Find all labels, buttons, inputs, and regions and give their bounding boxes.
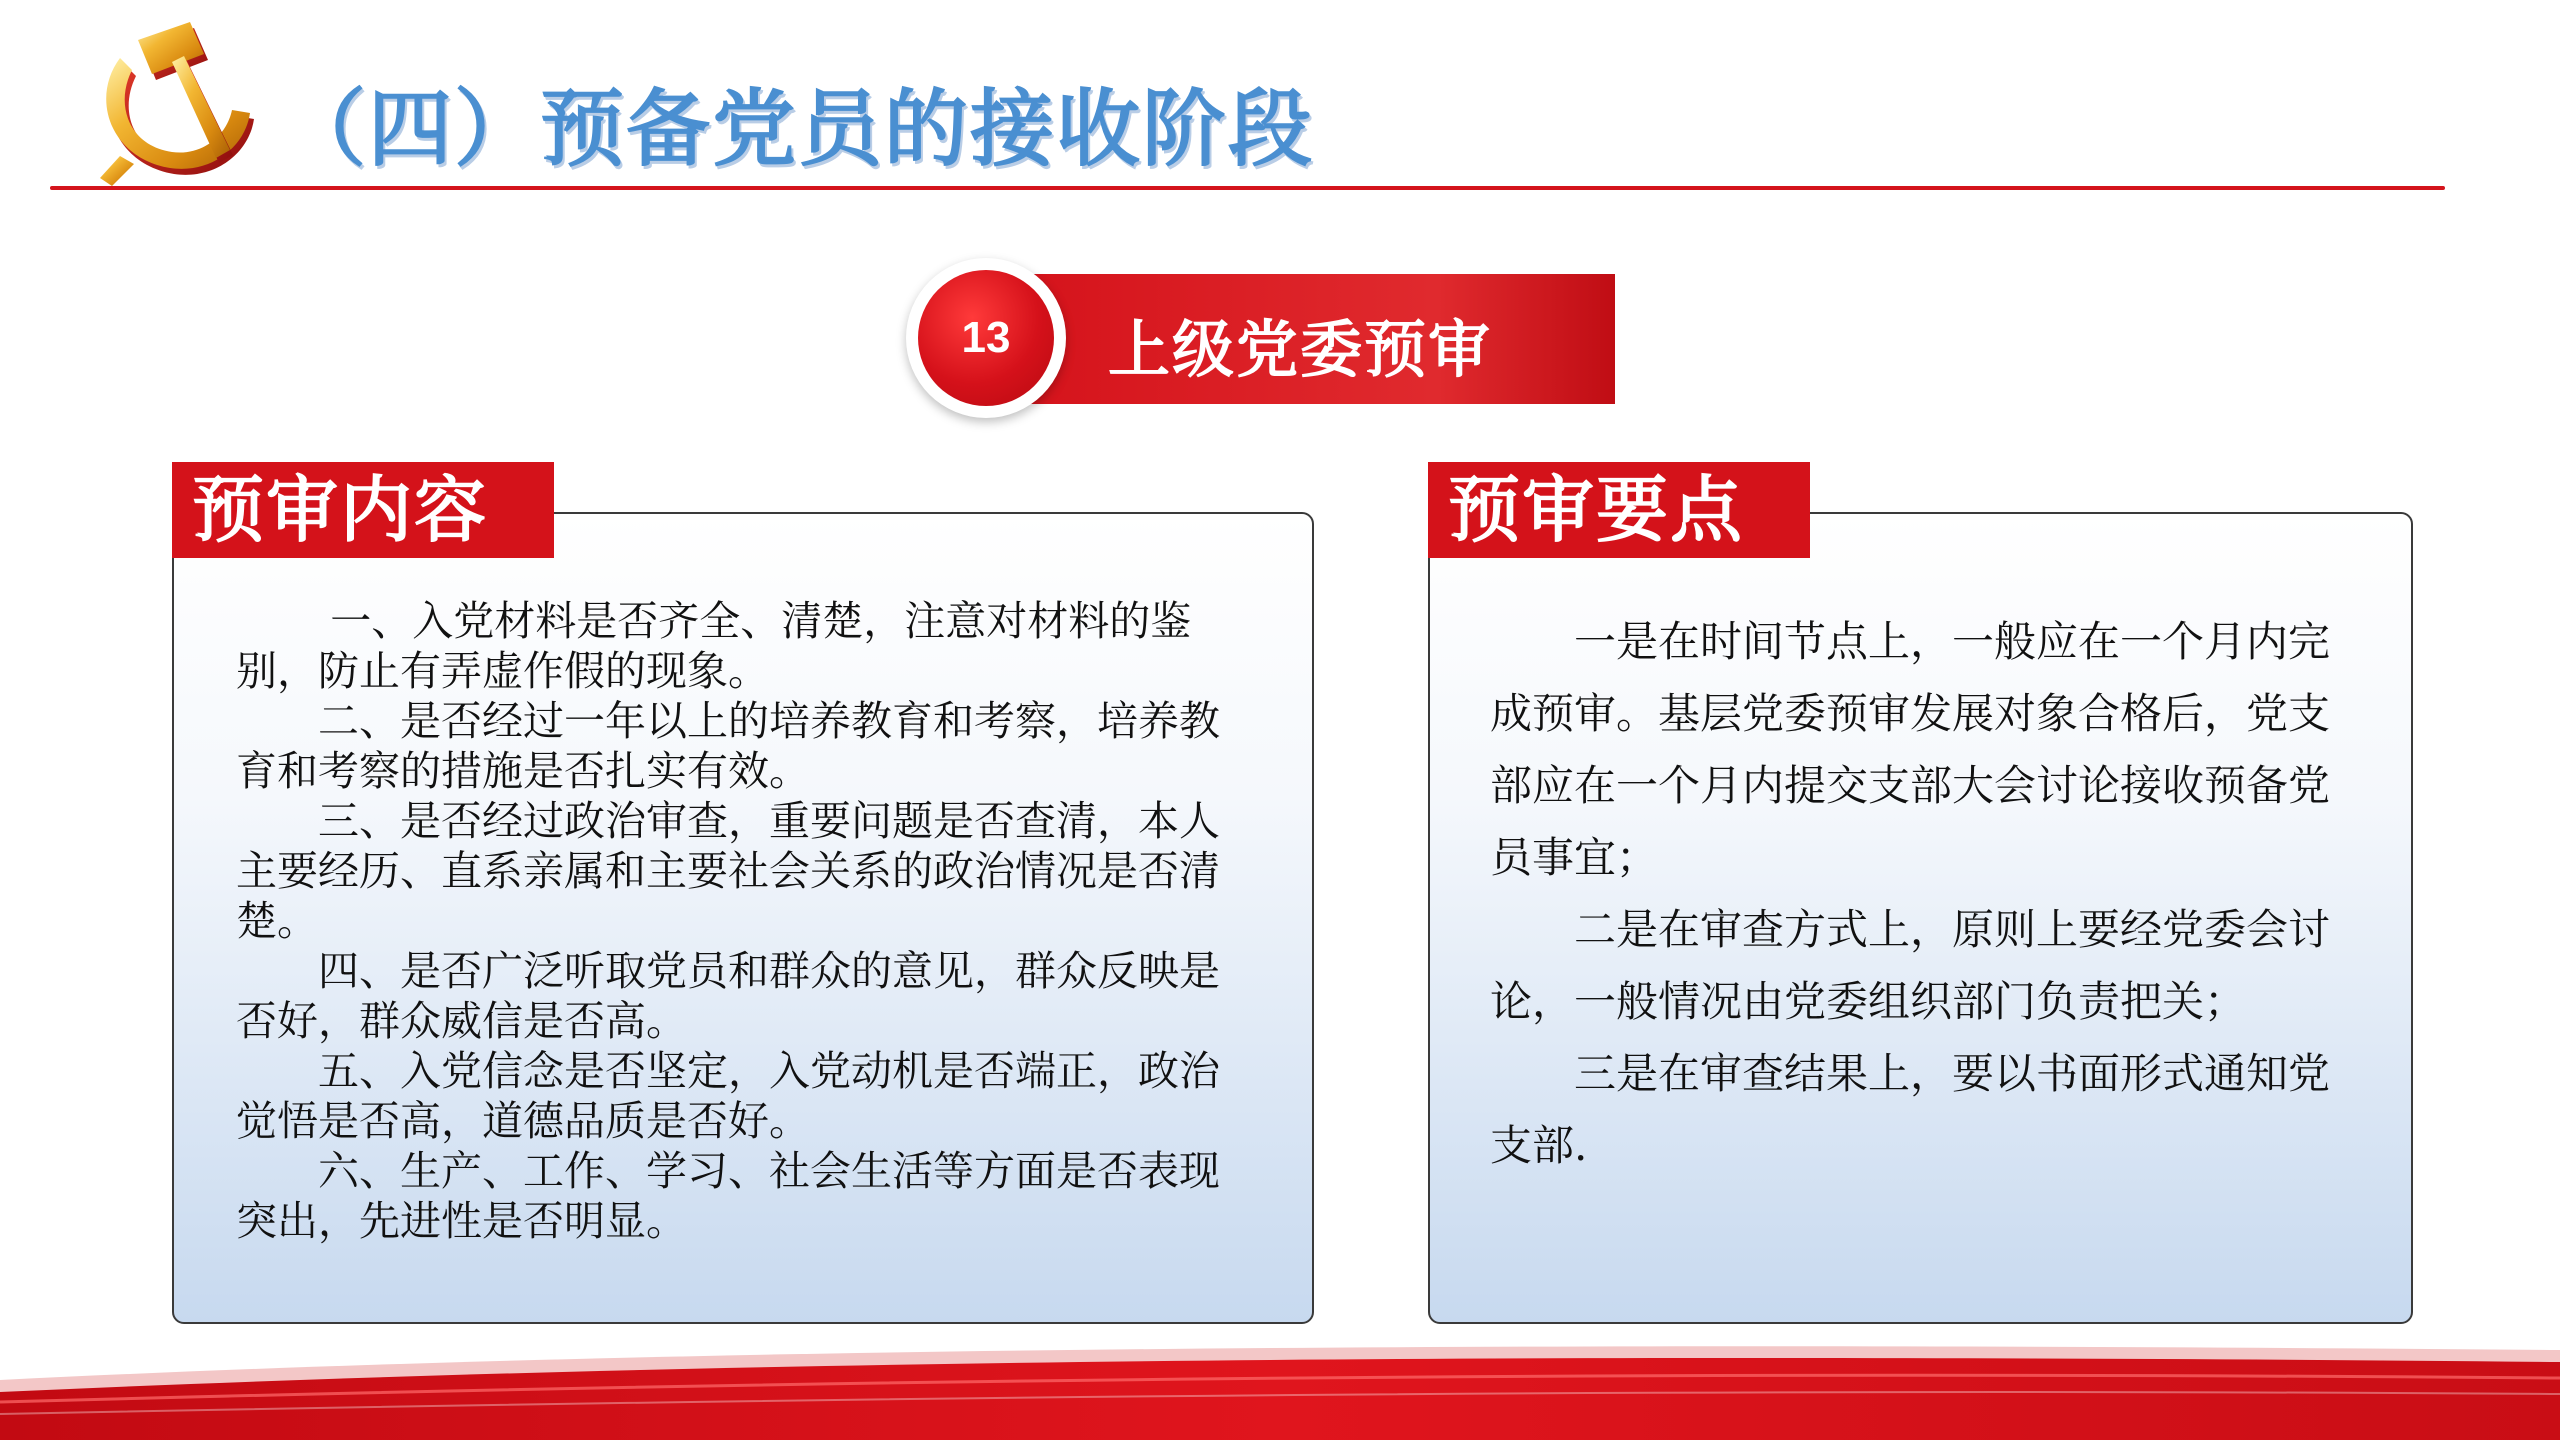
review-content-item: 六、生产、工作、学习、社会生活等方面是否表现突出，先进性是否明显。 bbox=[236, 1147, 1220, 1245]
review-content-item: 三、是否经过政治审查，重要问题是否查清，本人主要经历、直系亲属和主要社会关系的政治情况是否清楚。 bbox=[236, 797, 1220, 945]
footer-wave-decoration bbox=[0, 1340, 2560, 1440]
review-point-item: 二是在审查方式上，原则上要经党委会讨论，一般情况由党委组织部门负责把关； bbox=[1490, 905, 2331, 1026]
review-points-tab: 预审要点 bbox=[1428, 462, 1810, 558]
review-point-item: 一是在时间节点上，一般应在一个月内完成预审。基层党委预审发展对象合格后，党支部应在一个月内提交支部大会讨论接收预备党员事宜； bbox=[1490, 617, 2331, 882]
review-content-tab: 预审内容 bbox=[172, 462, 554, 558]
review-content-item: 五、入党信念是否坚定，入党动机是否端正，政治觉悟是否高，道德品质是否好。 bbox=[236, 1047, 1220, 1145]
review-content-body bbox=[236, 596, 1248, 1246]
header-divider bbox=[50, 186, 2445, 190]
step-title: 上级党委预审 bbox=[1108, 313, 1493, 386]
review-points-body bbox=[1490, 606, 2350, 1182]
review-content-item: 一、入党材料是否齐全、清楚，注意对材料的鉴别，防止有弄虚作假的现象。 bbox=[236, 597, 1192, 695]
review-content-item: 四、是否广泛听取党员和群众的意见，群众反映是否好，群众威信是否高。 bbox=[236, 947, 1220, 1045]
review-content-item: 二、是否经过一年以上的培养教育和考察，培养教育和考察的措施是否扎实有效。 bbox=[236, 697, 1220, 795]
review-point-item: 三是在审查结果上，要以书面形式通知党支部. bbox=[1490, 1049, 2331, 1170]
page-title: （四）预备党员的接收阶段 bbox=[282, 80, 1315, 178]
step-number-badge bbox=[906, 258, 1066, 418]
step-number-circle bbox=[918, 270, 1054, 406]
hammer-sickle-icon bbox=[80, 18, 260, 188]
step-number: 13 bbox=[961, 313, 1011, 362]
